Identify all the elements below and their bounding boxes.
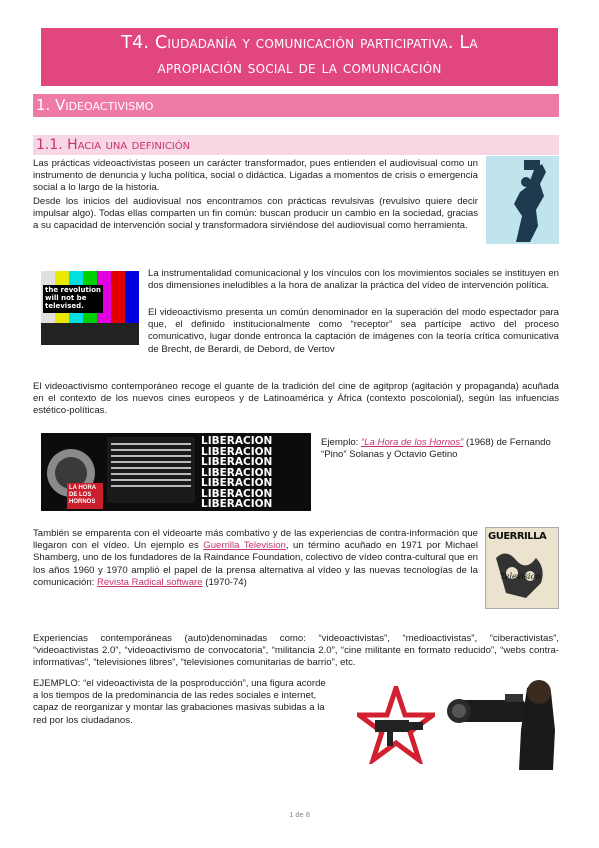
paragraph-agitprop: El videoactivismo contemporáneo recoge el guante de la tradición del cine de agitprop (agitación y propaganda) acuñada en el contexto de los nuevos cines europeos y de Latinoamérica y África (contexto poscolonial), según las infuencias estético-políticas. [33, 381, 559, 417]
camera-activist-image [486, 156, 559, 244]
liberacion-line: LIBERACION [201, 487, 273, 500]
liberacion-line: LIBERACION [201, 498, 273, 510]
guerrilla-text-b: , un término acuñado en 1971 por Michael Shamberg, uno de los fundadores de la Raindance Foundation, colectivo de vídeo contra-cultural que en los años 1960 y 1970 amplió el papel de la prensa alternativa al vídeo y las nuevas tecnologías de la comunicación: [33, 540, 479, 588]
hora-hornos-link[interactable]: “La Hora de los Hornos” [361, 437, 464, 448]
liberacion-list [201, 436, 309, 510]
document-title [41, 28, 558, 86]
page-number: 1 de 8 [289, 810, 310, 819]
example-prefix: Ejemplo: [321, 437, 361, 448]
liberacion-line: LIBERACION [201, 456, 273, 468]
example-caption [321, 437, 559, 461]
red-star-camera-image [357, 686, 435, 764]
paragraph-intro: Las prácticas videoactivistas poseen un carácter transformador, pues entienden el audiovisual como un instrumento de denuncia y lucha política, social o didáctica. Ligadas a momentos de crisis o emergencia social a lo largo de la historia. [33, 158, 478, 194]
paragraph-experiencias: Experiencias contemporáneas (auto)denominadas como: “videoactivistas”, “medioactivistas”, “ciberactivistas”, “videoactivistas 2.0”, “videoactivismo de convocatoria”, “militancia 2.0”, “cine militante en formato reducido”, “webs contra-informativas”, “televisiones libres”, “televisiones comunitarias de barrio”, etc. [33, 633, 559, 669]
guerrilla-television-cover-image [485, 527, 559, 609]
paragraph-ejemplo-posproduccion: EJEMPLO: “el videoactivista de la posproducción”, una figura acorde a los tiempos de la predominancia de las redes sociales e internet, capaz de reorganizar y montar las grabaciones masivas subidas a la red por los ciudadanos. [33, 678, 326, 726]
liberacion-line: LIBERACION [201, 445, 273, 458]
man-with-camera-image [445, 670, 559, 770]
document-title-line1: T4. Ciudadanía y comunicación participativa. La [121, 33, 478, 53]
paragraph-revulsivas: Desde los inicios del audiovisual nos encontramos con prácticas revulsivas (revulsivo quiere decir impulsar algo). Todas ellas comparten un fin común: buscan producir un cambio en la sociedad, gracias a su capacidad de intervención social y transformadora sirviéndose del audiovisual como herramienta. [33, 196, 478, 232]
radical-software-link[interactable]: Revista Radical software [97, 576, 203, 588]
guerrilla-cover-title: GUERRILLA [488, 531, 547, 542]
hora-hornos-poster-image [41, 433, 311, 511]
revolution-tv-text: the revolution will not be televised. [45, 286, 102, 310]
poster-title-text: LA HORA DE LOS HORNOS [69, 485, 96, 505]
liberacion-line: LIBERACION [201, 477, 273, 489]
liberacion-line: LIBERACION [201, 466, 273, 479]
guerrilla-television-link[interactable]: Guerrilla Television [203, 540, 286, 552]
revolution-tv-image [41, 271, 139, 345]
paragraph-guerrilla [33, 528, 478, 589]
document-title-line2: apropiación social de la comunicación [157, 58, 442, 78]
subsection-heading-definicion: 1.1. Hacia una definición [33, 135, 559, 155]
guerrilla-cover-subtitle: Television [500, 572, 541, 581]
example-suffix: (1968) de Fernando “Pino” Solanas y Octavio Getino [321, 437, 551, 461]
paragraph-instrumentalidad: La instrumentalidad comunicacional y los vínculos con los movimientos sociales se instituyen en dos dimensiones ineludibles a la hora de analizar la práctica del vídeo de intervención política. [148, 268, 559, 292]
liberacion-line: LIBERACION [201, 435, 273, 447]
section-heading-videoactivismo: 1. Videoactivismo [33, 94, 559, 117]
guerrilla-text-a: También se emparenta con el videoarte más combativo y de las experiencias de contra-información que llegaron con el vídeo. Un ejemplo es [33, 528, 478, 552]
paragraph-espectador: El videoactivismo presenta un común denominador en la superación del modo espectador para que, el definido institucionalmente como “receptor” sea partícipe activo del proceso comunicativo, lugar donde entronca la captación de imágenes con la teoría crítica comunicativa de Brecht, de Berardi, de Debord, de Vertov [148, 307, 559, 355]
guerrilla-text-c: (1970-74) [202, 576, 247, 588]
